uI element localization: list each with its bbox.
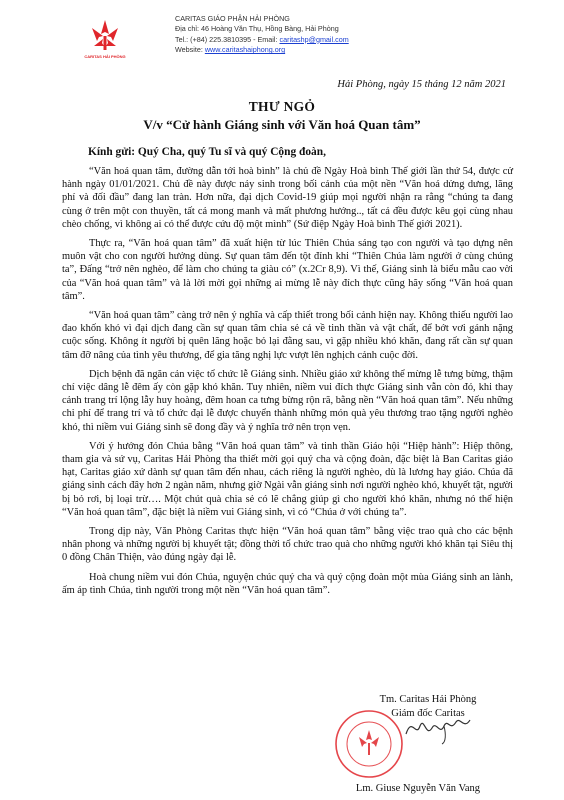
org-name: CARITAS GIÁO PHẬN HẢI PHÒNG	[175, 14, 290, 23]
logo-caption: CARITAS HẢI PHÒNG	[84, 54, 126, 59]
caritas-logo	[86, 14, 124, 66]
phone-label: Tel.: (+84) 225.3810395 - Email:	[175, 34, 280, 44]
letter-subject: V/v “Cử hành Giáng sinh với Văn hoá Quan tâm”	[143, 117, 421, 132]
date-line: Hải Phòng, ngày 15 tháng 12 năm 2021	[337, 79, 506, 90]
paragraph: “Văn hoá quan tâm, đường dẫn tới hoà bình” là chủ đề Ngày Hoà bình Thế giới lần thứ 54, được cử hành ngày 01/01/2021. Chủ đề này được nảy sinh trong bối cảnh của một nền “Văn hoá dửng dưng, lãng phí và đối đầu” đang lan tràn. Hơn nữa, đại dịch Covid-19 giúp mọi người nhận ra rằng “chúng ta đang cùng ở trên một con thuyền, tất cả mong manh và mất phương hướng.., tất cả đều được kêu gọi cùng nhau chèo chống, vì không ai có thể được cứu độ một mình” (Sứ điệp Ngày Hoà bình Thế giới 2021).	[62, 166, 513, 230]
org-info	[175, 14, 349, 56]
signature-on-behalf: Tm. Caritas Hải Phòng	[379, 694, 477, 705]
letter-body	[62, 165, 513, 603]
paragraph: Trong dịp này, Văn Phòng Caritas thực hiện “Văn hoá quan tâm” bằng việc trao quà cho các bệnh nhân phong và những người bị khuyết tật; đồng thời tổ chức trao quà cho những người khó khăn tại Siêu thị 0 đồng Chân Thiện, vào đúng ngày đại lễ.	[62, 526, 513, 564]
signature-role: Giám đốc Caritas	[391, 708, 465, 719]
paragraph: “Văn hoá quan tâm” càng trở nên ý nghĩa và cấp thiết trong bối cảnh hiện nay. Không thiếu người lao đao khốn khó vì đại dịch đang cần sự quan tâm chia sẻ cả về tinh thần và vật chất, để bớt vơi gánh nặng cuộc sống. Không ít người bị quên lãng hoặc bỏ lại đằng sau, vì gặp nhiều khó khăn, đang rất cần sự quan tâm đỡ nâng của tình yêu thương, để gia tăng nghị lực vượt lên nghịch cảnh cuộc đời.	[62, 310, 513, 361]
red-seal-stamp	[333, 708, 405, 780]
paragraph: Dịch bệnh đã ngăn cản việc tổ chức lễ Giáng sinh. Nhiều giáo xứ không thể mừng lễ tưng bừng, thậm chí việc dâng lễ đêm ấy còn gặp khó khăn. Tuy nhiên, niềm vui đích thực Giáng sinh vẫn còn đó, khi thay cảnh trang trí lộng lẫy huy hoàng, đêm hoan ca tưng bừng rộn rã, bằng nền “Văn hoá quan tâm”. Nếu những chi phí để trang trí và tổ chức đại lễ được chuyển thành những món quà yêu thương trao tặng người nghèo khó, thì niềm vui Giáng sinh sẽ đong đầy và ý nghĩa trở nên trọn vẹn.	[62, 368, 513, 433]
org-address: Địa chỉ: 46 Hoàng Văn Thụ, Hồng Bàng, Hải Phòng	[175, 24, 339, 34]
website-label: Website:	[175, 45, 205, 55]
handwritten-signature	[400, 708, 480, 748]
paragraph: Thực ra, “Văn hoá quan tâm” đã xuất hiện từ lúc Thiên Chúa sáng tạo con người và tạo dựng nên muôn vật cho con người hưởng dùng. Sự quan tâm đến tột đỉnh khi “Thiên Chúa làm người ở cùng chúng ta”, Đấng “trở nên nghèo, để làm cho chúng ta giàu có” (x.2Cr 8,9). Vì thế, Giáng sinh là biểu mẫu cao vời của “Văn hoá quan tâm” và là lời mời gọi những ai mừng lễ này đích thực cũng hãy sống “Văn hoá quan tâm”.	[62, 238, 513, 302]
email-link[interactable]: caritashp@gmail.com	[279, 34, 349, 44]
paragraph: Hoà chung niềm vui đón Chúa, nguyện chúc quý cha và quý cộng đoàn một mùa Giáng sinh an lành, ấm áp tình Chúa, tình người trong một nền “Văn hoá quan tâm”.	[62, 571, 513, 596]
paragraph: Với ý hướng đón Chúa bằng “Văn hoá quan tâm” và tinh thần Giáo hội “Hiệp hành”: Hiệp thông, tham gia và sứ vụ, Caritas Hải Phòng tha thiết mời gọi quý cha và cộng đoàn, đặc biệt là Ban Caritas giáo hạt, Caritas giáo xứ dành sự quan tâm đến nhau, cách riêng là người nghèo, dù là lương hay giáo. Chúa đã giáng sinh cách đây hơn 2 ngàn năm, nhưng giờ Ngài vẫn giáng sinh nơi người nghèo khó, khuyết tật, người bị bỏ rơi, bị loại trừ…. Một chút quà chia sẻ có lẽ chẳng giúp gì cho người khó khăn, nhưng nó thể hiện “Văn hoá quan tâm”, đặc biệt là niềm vui Giáng sinh, vì có “Chúa ở với chúng ta”.	[62, 440, 513, 518]
greeting: Kính gửi: Quý Cha, quý Tu sĩ và quý Cộng đoàn,	[88, 146, 326, 158]
letter-title: THƯ NGỎ	[248, 99, 316, 114]
signature-name: Lm. Giuse Nguyễn Văn Vang	[355, 783, 481, 794]
org-website	[175, 45, 349, 55]
org-contact	[175, 35, 349, 45]
website-link[interactable]: www.caritashaiphong.org	[204, 45, 286, 55]
